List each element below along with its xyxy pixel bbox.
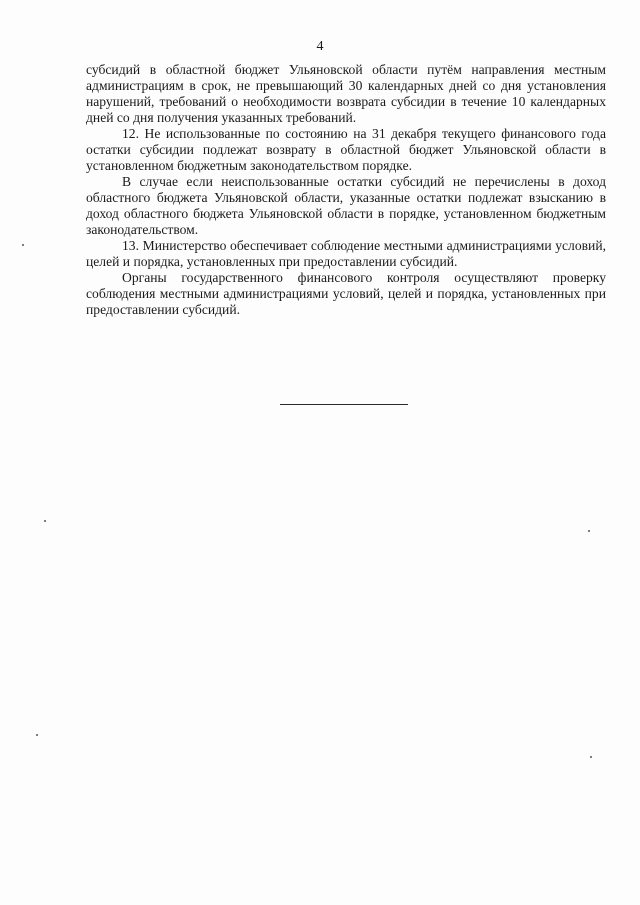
paragraph-unused-balances: В случае если неиспользованные остатки субсидий не перечислены в доход областного бюджета Ульяновской области, указанные остатки подлежат взысканию в доход областного бюджета Ульяновской области в порядке, установленном бюджетным законодательством. <box>86 174 606 237</box>
paragraph-financial-control: Органы государственного финансового контроля осуществляют проверку соблюдения местными администрациями условий, целей и порядка, установленных при предоставлении субсидий. <box>86 270 606 317</box>
scan-speck <box>588 530 590 532</box>
page-number: 4 <box>316 39 324 54</box>
end-divider-line <box>280 404 408 405</box>
document-body <box>86 62 606 318</box>
scan-speck <box>36 734 38 736</box>
paragraph-continuation: субсидий в областной бюджет Ульяновской области путём направления местным администрациям в срок, не превышающий 30 календарных дней со дня установления нарушений, требований о необходимости возврата субсидии в течение 10 календарных дней со дня получения указанных требований. <box>86 62 606 125</box>
scan-speck <box>590 756 592 758</box>
paragraph-item-13: 13. Министерство обеспечивает соблюдение местными администрациями условий, целей и порядка, установленных при предоставлении субсидий. <box>86 238 606 269</box>
scan-speck <box>44 520 46 522</box>
scan-speck <box>22 244 24 246</box>
paragraph-item-12: 12. Не использованные по состоянию на 31 декабря текущего финансового года остатки субсидии подлежат возврату в областной бюджет Ульяновской области в установленном бюджетным законодательством порядке. <box>86 126 606 173</box>
